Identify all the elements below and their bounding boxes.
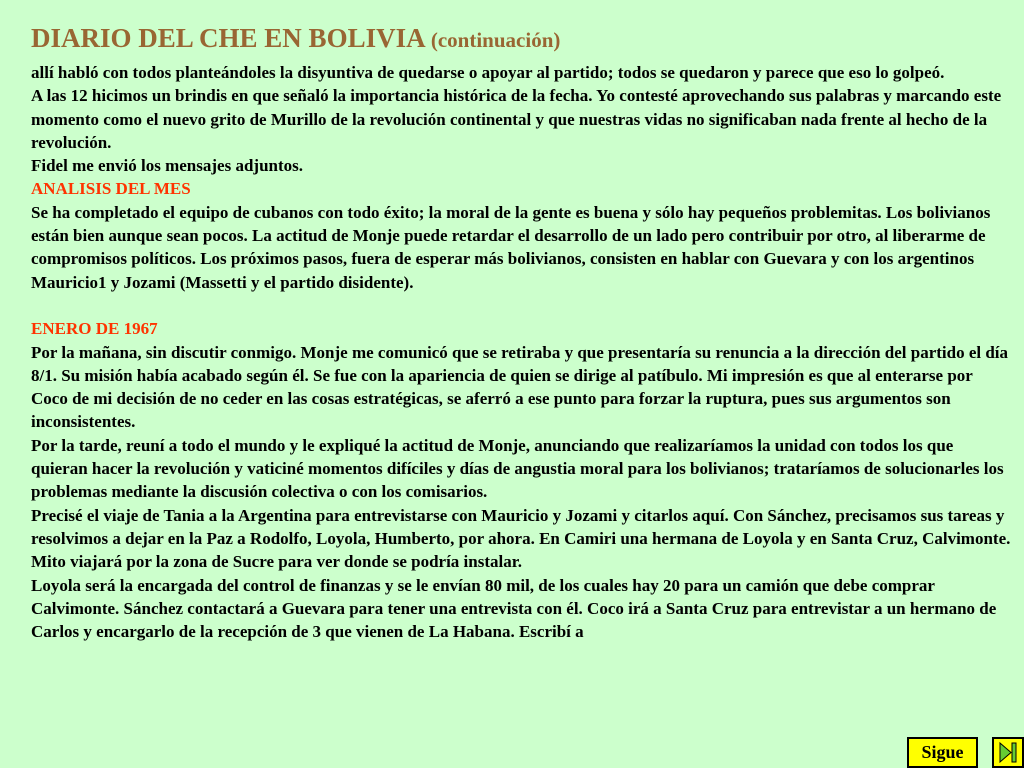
next-button[interactable]: Sigue [907,737,978,768]
blank-line [31,294,1011,317]
section-heading-analisis: ANALISIS DEL MES [31,179,191,199]
paragraph-enero-2: Por la tarde, reuní a todo el mundo y le expliqué la actitud de Monje, anunciando que realizaríamos la unidad con todos los que quieran hacer la revolución y vaticiné momentos difíciles y días de angustia moral para los bolivianos; trataríamos de solucionarles los problemas mediante la discusión colectiva o con los comisarios. [31,435,1004,502]
title-subtitle: (continuación) [430,28,561,52]
paragraph-3: Fidel me envió los mensajes adjuntos. [31,156,303,176]
title-main: DIARIO DEL CHE EN BOLIVIA [31,23,425,53]
skip-to-end-button[interactable] [992,737,1024,768]
section-heading-enero: ENERO DE 1967 [31,319,158,339]
paragraph-1: allí habló con todos planteándoles la disyuntiva de quedarse o apoyar al partido; todos se quedaron y parece que eso lo golpeó. [31,63,945,82]
paragraph-enero-1: Por la mañana, sin discutir conmigo. Monje me comunicó que se retiraba y que presentaría su renuncia a la dirección del partido el día 8/1. Su misión había acabado según él. Se fue con la apariencia de quien se dirige al patíbulo. Mi impresión es que al enterarse por Coco de mi decisión de no ceder en las cosas estratégicas, se aferró a ese punto para forzar la ruptura, pues sus argumentos son inconsistentes. [31,342,1009,432]
skip-to-end-icon [994,739,1022,766]
page-title [31,22,560,56]
paragraph-2: A las 12 hicimos un brindis en que señaló la importancia histórica de la fecha. Yo contesté aprovechando sus palabras y marcando este momento como el nuevo grito de Murillo de la revolución continental y que nuestras vidas no significaban nada frente al hecho de la revolución. [31,86,1002,152]
paragraph-analisis: Se ha completado el equipo de cubanos con todo éxito; la moral de la gente es buena y sólo hay pequeños problemitas. Los bolivianos están bien aunque sean pocos. La actitud de Monje puede retardar el desarrollo de un lado pero contribuir por otro, al liberarme de compromisos políticos. Los próximos pasos, fuera de esperar más bolivianos, consisten en hablar con Guevara y con los argentinos Mauricio1 y Jozami (Massetti y el partido disidente). [31,202,991,292]
paragraph-enero-3: Precisé el viaje de Tania a la Argentina para entrevistarse con Mauricio y Jozami y citarlos aquí. Con Sánchez, precisamos sus tareas y resolvimos a dejar en la Paz a Rodolfo, Loyola, Humberto, por ahora. En Camiri una hermana de Loyola y en Santa Cruz, Calvimonte. Mito viajará por la zona de Sucre para ver donde se podría instalar. [31,505,1011,572]
diary-text [31,61,1011,643]
paragraph-enero-4: Loyola será la encargada del control de finanzas y se le envían 80 mil, de los cuales hay 20 para un camión que debe comprar Calvimonte. Sánchez contactará a Guevara para tener una entrevista con él. Coco irá a Santa Cruz para entrevistar a un hermano de Carlos y encargarlo de la recepción de 3 que vienen de La Habana. Escribí a [31,575,997,642]
